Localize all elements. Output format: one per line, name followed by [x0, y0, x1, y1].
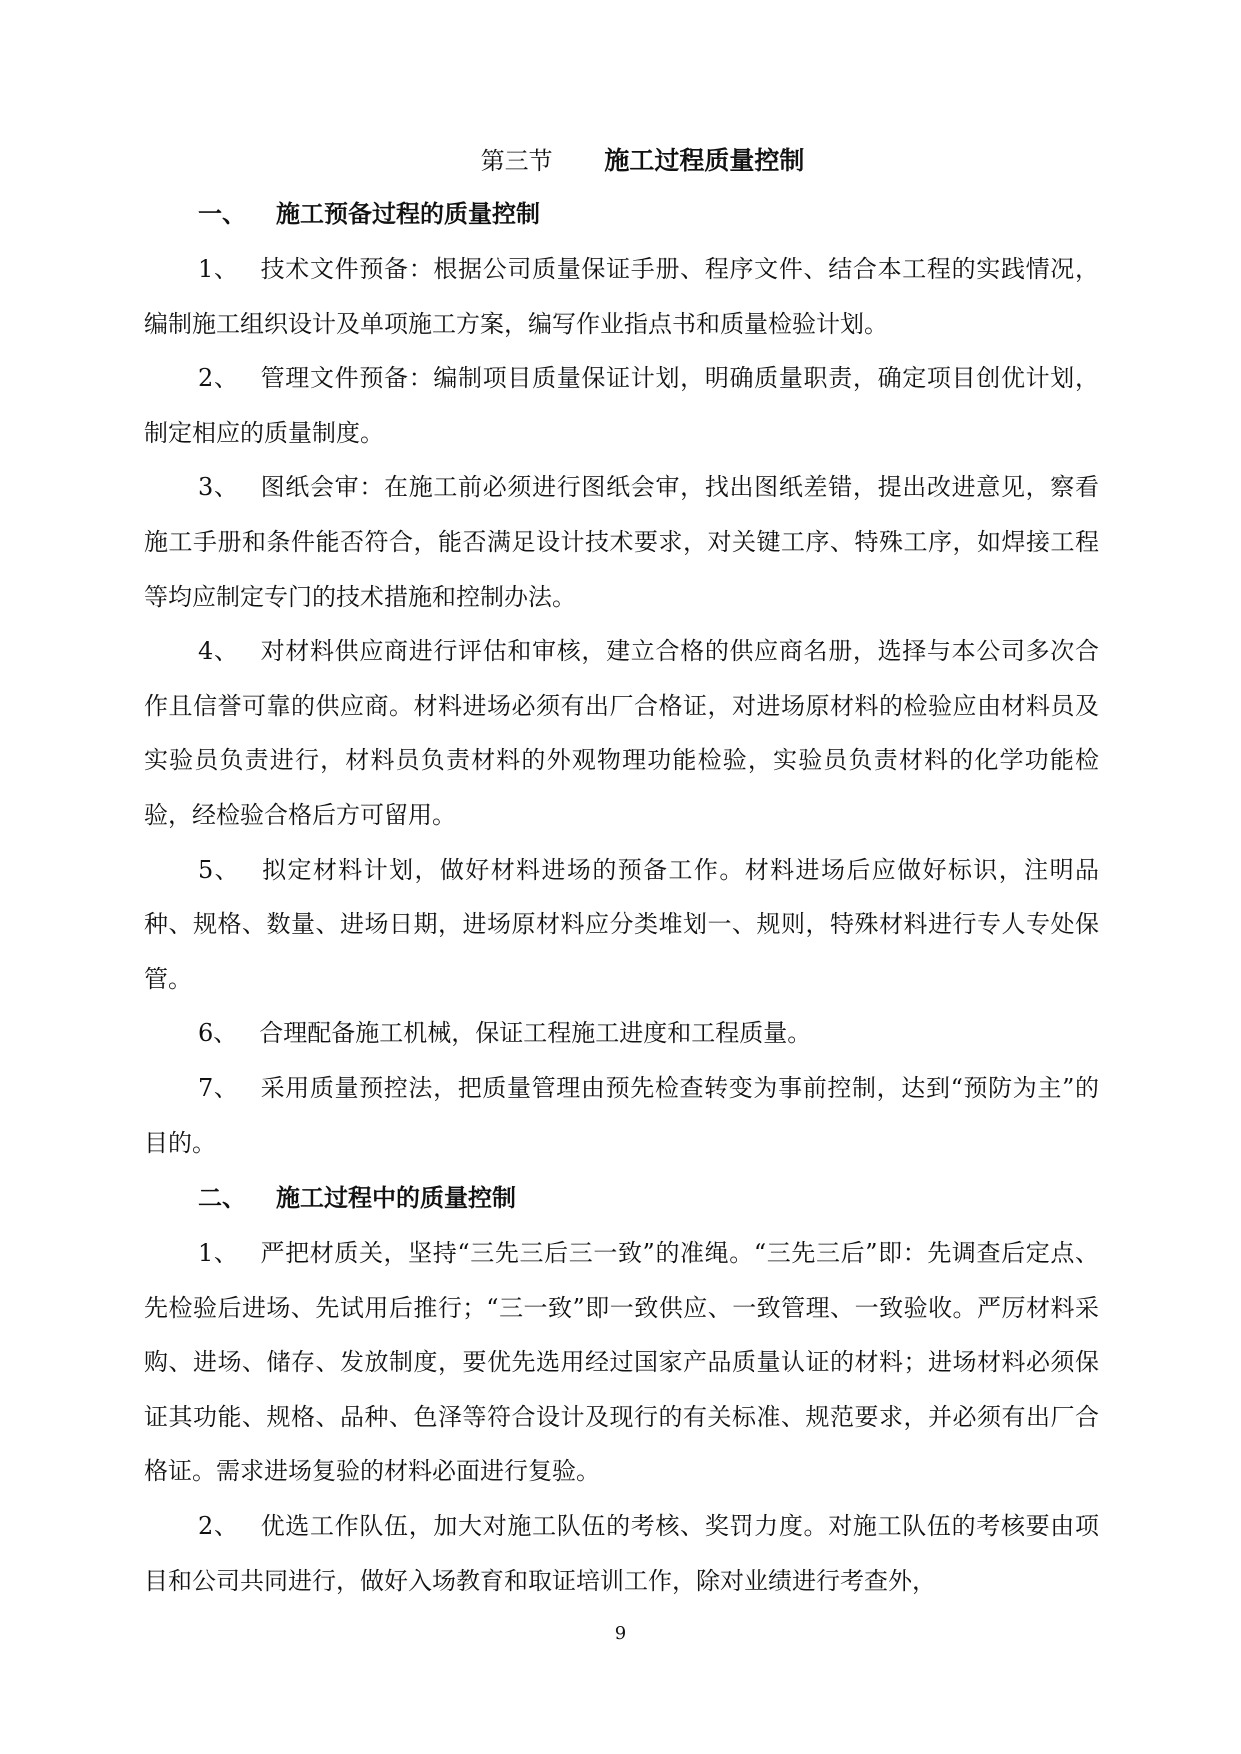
section-title-text: 施工过程质量控制: [604, 146, 805, 175]
item-number: 6、: [198, 1019, 238, 1048]
item-number: 4、: [198, 637, 239, 666]
item-number: 7、: [198, 1073, 239, 1102]
paragraph-1-1: [144, 242, 1099, 351]
paragraph-2-2: [144, 1499, 1099, 1608]
paragraph-1-7: [144, 1061, 1099, 1170]
heading-2: [144, 1170, 1099, 1226]
heading-number: 二、: [198, 1184, 246, 1213]
paragraph-1-6: [144, 1006, 1099, 1061]
paragraph-1-4: [144, 624, 1099, 842]
heading-number: 一、: [198, 200, 246, 228]
heading-text: 施工预备过程的质量控制: [276, 200, 540, 228]
item-text: 技术文件预备：根据公司质量保证手册、程序文件、结合本工程的实践情况，编制施工组织设计及单项施工方案，编写作业指点书和质量检验计划。: [144, 255, 1099, 338]
paragraph-2-1: [144, 1226, 1099, 1499]
paragraph-1-2: [144, 351, 1099, 460]
page-number: 9: [614, 1623, 627, 1644]
item-text: 图纸会审：在施工前必须进行图纸会审，找出图纸差错，提出改进意见，察看施工手册和条件能否符合，能否满足设计技术要求，对关键工序、特殊工序，如焊接工程等均应制定专门的技术措施和控制办法。: [144, 473, 1099, 611]
item-text: 对材料供应商进行评估和审核，建立合格的供应商名册，选择与本公司多次合作且信誉可靠的供应商。材料进场必须有出厂合格证，对进场原材料的检验应由材料员及实验员负责进行，材料员负责材料的外观物理功能检验，实验员负责材料的化学功能检验，经检验合格后方可留用。: [144, 637, 1099, 829]
item-text: 优选工作队伍，加大对施工队伍的考核、奖罚力度。对施工队伍的考核要由项目和公司共同进行，做好入场教育和取证培训工作，除对业绩进行考查外，: [144, 1512, 1099, 1595]
item-text: 合理配备施工机械，保证工程施工进度和工程质量。: [259, 1019, 812, 1048]
item-number: 2、: [198, 1512, 239, 1541]
item-number: 1、: [198, 255, 239, 283]
item-number: 3、: [198, 473, 239, 502]
item-number: 1、: [198, 1239, 239, 1268]
item-text: 采用质量预控法，把质量管理由预先检查转变为事前控制，达到“预防为主”的目的。: [144, 1073, 1099, 1157]
item-text: 管理文件预备：编制项目质量保证计划，明确质量职责，确定项目创优计划，制定相应的质量制度。: [144, 364, 1099, 447]
heading-text: 施工过程中的质量控制: [276, 1184, 516, 1213]
heading-1: [144, 186, 1099, 242]
paragraph-1-3: [144, 460, 1099, 624]
paragraph-1-5: [144, 843, 1099, 1007]
section-number: 第三节: [480, 147, 553, 175]
page-content: [144, 136, 1099, 1608]
item-number: 2、: [198, 364, 239, 393]
item-text: 严把材质关，坚持“三先三后三一致”的准绳。“三先三后”即：先调查后定点、先检验后进场、先试用后推行；“三一致”即一致供应、一致管理、一致验收。严厉材料采购、进场、储存、发放制度，要优先选用经过国家产品质量认证的材料；进场材料必须保证其功能、规格、品种、色泽等符合设计及现行的有关标准、规范要求，并必须有出厂合格证。需求进场复验的材料必面进行复验。: [144, 1239, 1099, 1486]
item-text: 拟定材料计划，做好材料进场的预备工作。材料进场后应做好标识，注明品种、规格、数量、进场日期，进场原材料应分类堆划一、规则，特殊材料进行专人专处保管。: [144, 855, 1099, 993]
item-number: 5、: [198, 855, 241, 884]
section-title: [186, 136, 1099, 186]
